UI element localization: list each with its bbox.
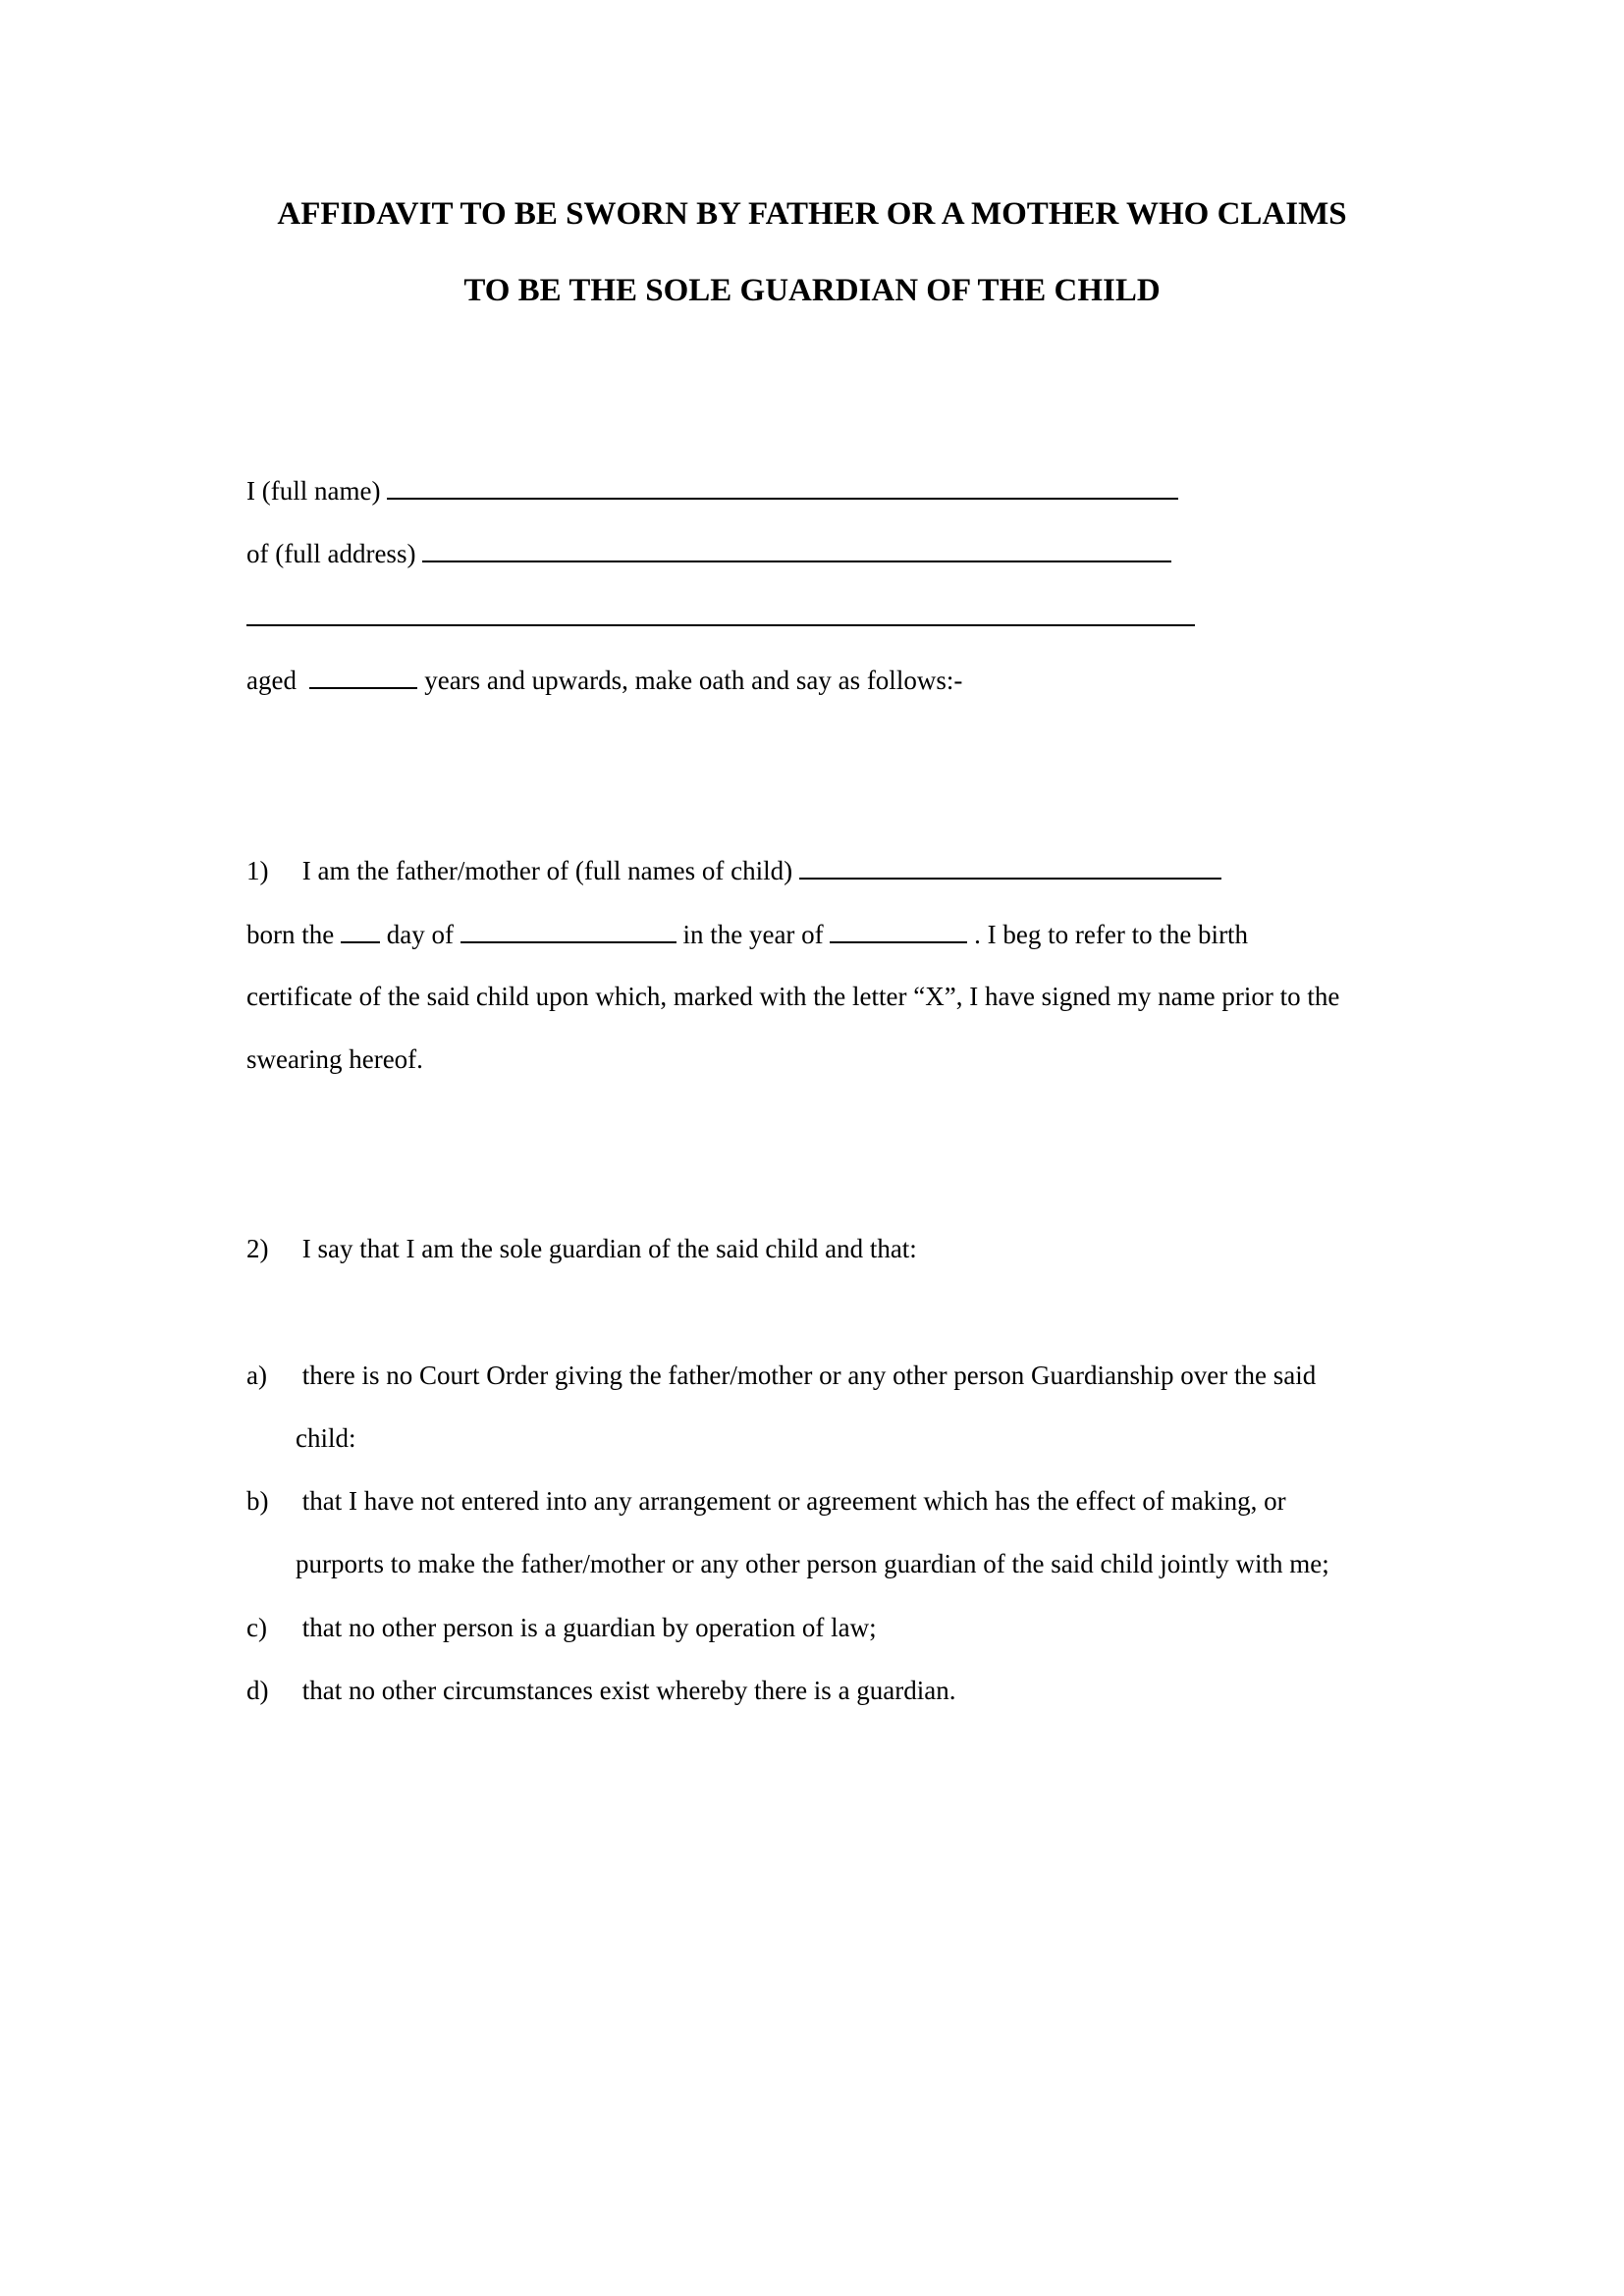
child-full-names-field[interactable]: [799, 854, 1221, 880]
full-address-label: of (full address): [246, 539, 416, 568]
full-address-row-2: [246, 601, 1195, 633]
document-title-line-2: TO BE THE SOLE GUARDIAN OF THE CHILD: [463, 273, 1161, 308]
in-the-year-of-label: in the year of: [682, 920, 824, 949]
paragraph-1-line-1: [246, 854, 1221, 886]
list-item-b-continuation: purports to make the father/mother or any other person guardian of the said child jointly with me;: [296, 1549, 1329, 1578]
full-address-row: [246, 537, 1171, 569]
beg-refer-text: . I beg to refer to the birth: [974, 920, 1249, 949]
paragraph-2-line-1: [246, 1233, 917, 1264]
full-name-row: [246, 474, 1178, 507]
list-item-a: [246, 1360, 1316, 1391]
paragraph-2-number: 2): [246, 1234, 269, 1263]
list-item-a-text: there is no Court Order giving the father/mother or any other person Guardianship over the said: [301, 1361, 1317, 1390]
paragraph-1-line-2: [246, 918, 1248, 950]
birth-year-field[interactable]: [830, 918, 967, 943]
document-title-line-1: AFFIDAVIT TO BE SWORN BY FATHER OR A MOTHER WHO CLAIMS: [277, 196, 1347, 232]
full-name-label: I (full name): [246, 476, 381, 506]
list-item-d-text: that no other circumstances exist whereby there is a guardian.: [301, 1676, 956, 1705]
list-item-c-label: c): [246, 1613, 267, 1642]
list-item-a-continuation: child:: [296, 1423, 356, 1453]
paragraph-1-line-3: certificate of the said child upon which, marked with the letter “X”, I have signed my name prior to the: [246, 982, 1340, 1011]
list-item-c-text: that no other person is a guardian by operation of law;: [301, 1613, 877, 1642]
born-the-label: born the: [246, 920, 335, 949]
list-item-c: [246, 1612, 877, 1643]
birth-day-field[interactable]: [341, 918, 380, 943]
list-item-d-label: d): [246, 1676, 269, 1705]
paragraph-1-text: I am the father/mother of (full names of child): [301, 856, 793, 885]
list-item-b-label: b): [246, 1486, 269, 1516]
age-field[interactable]: [309, 664, 417, 689]
age-row: [246, 664, 962, 696]
list-item-a-label: a): [246, 1361, 267, 1390]
aged-label: aged: [246, 666, 297, 695]
full-address-field[interactable]: [422, 537, 1171, 562]
paragraph-1-line-4: swearing hereof.: [246, 1044, 423, 1074]
list-item-b: [246, 1485, 1286, 1517]
day-of-label: day of: [386, 920, 454, 949]
full-address-field-line-2[interactable]: [246, 601, 1195, 626]
birth-month-field[interactable]: [460, 918, 677, 943]
list-item-b-text: that I have not entered into any arrangement or agreement which has the effect of making, or: [301, 1486, 1286, 1516]
full-name-field[interactable]: [387, 474, 1178, 500]
aged-suffix: years and upwards, make oath and say as follows:-: [424, 666, 963, 695]
list-item-d: [246, 1675, 956, 1706]
paragraph-1-number: 1): [246, 856, 269, 885]
paragraph-2-text: I say that I am the sole guardian of the said child and that:: [301, 1234, 917, 1263]
